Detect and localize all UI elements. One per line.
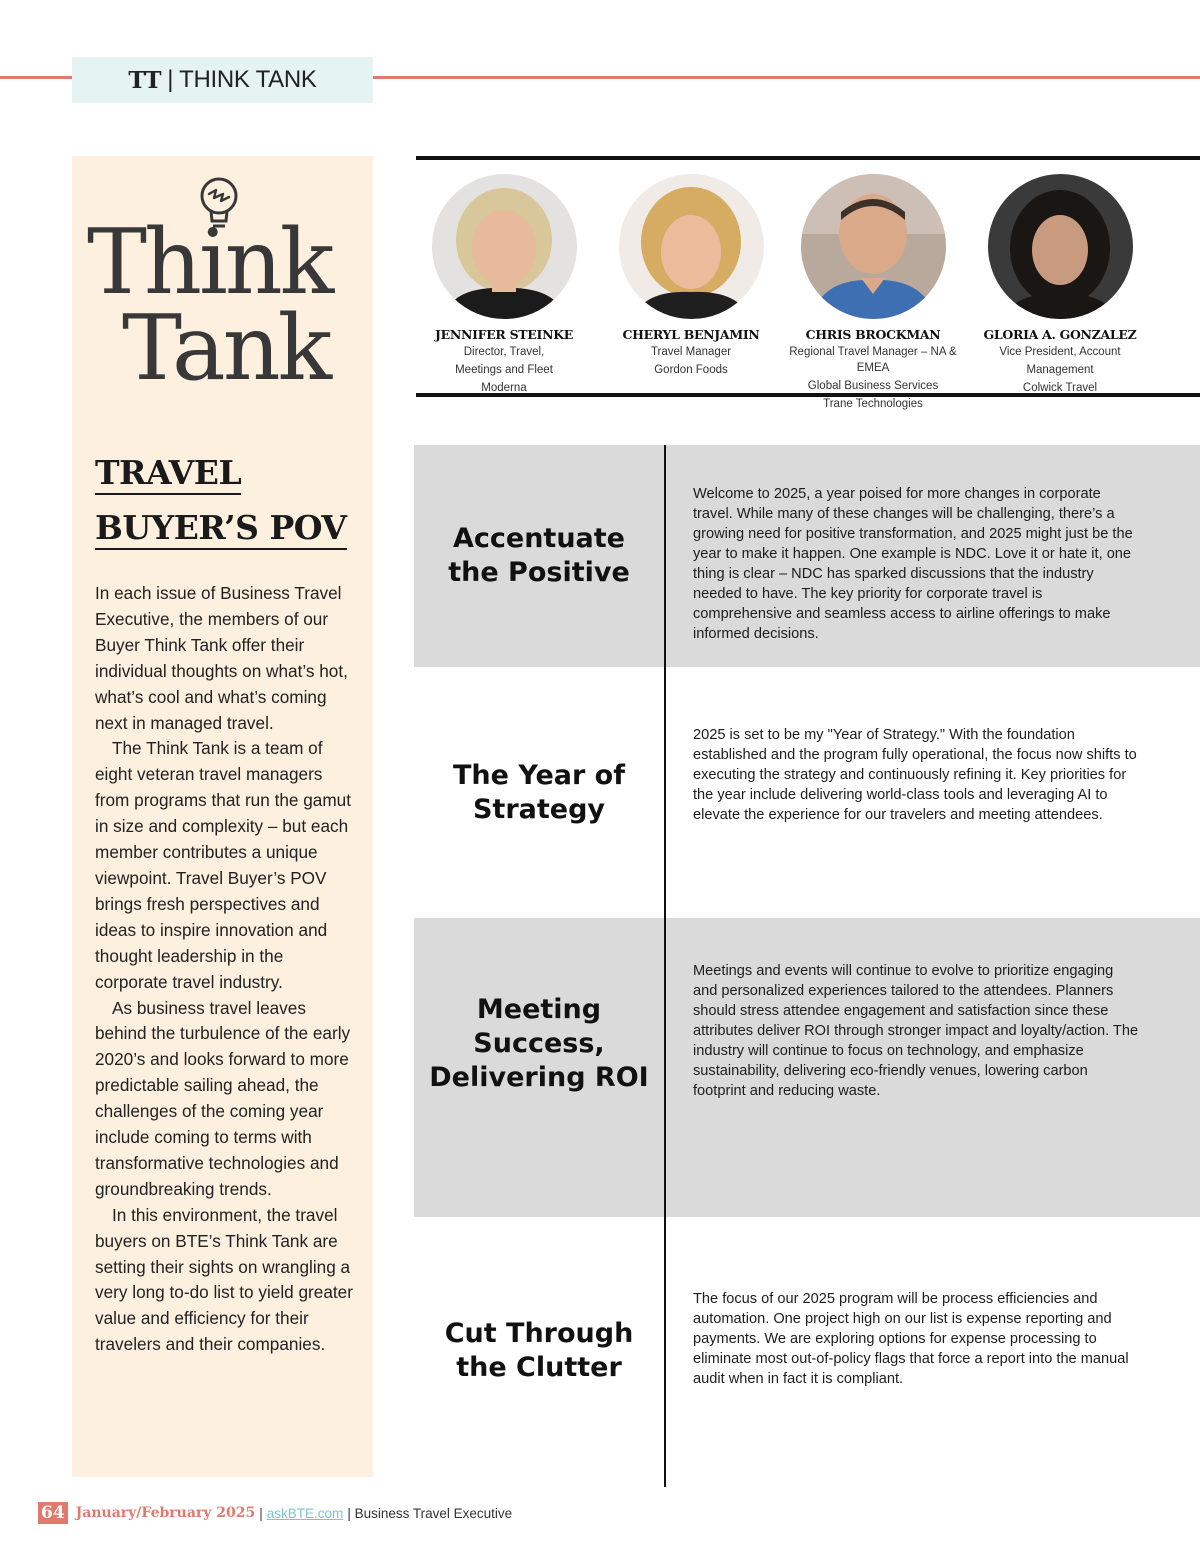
logo-word-think: Think xyxy=(87,210,332,315)
section-tag-label: THINK TANK xyxy=(179,66,317,93)
section-tag xyxy=(72,57,373,103)
member-name: CHRIS BROCKMAN xyxy=(805,327,941,342)
member-name: JENNIFER STEINKE xyxy=(434,327,573,342)
member-role: Travel Manager xyxy=(650,346,732,358)
issue-date: January/February 2025 xyxy=(75,1505,256,1521)
footer-separator: | xyxy=(259,1505,263,1521)
member-role: Global Business Services xyxy=(807,380,939,392)
member-company: Trane Technologies xyxy=(823,398,923,410)
topic-row xyxy=(414,918,1200,1217)
topic-text: Welcome to 2025, a year poised for more changes in corporate travel. While many of these changes will be challenging, there’s a growing need for positive transformation, and 2025 might just be the year to make it happen. One example is NDC. Love it or hate it, one thing is clear – NDC has sparked discussions that the industry needed to have. The key priority for corporate travel is comprehensive and seamless access to airline offerings to make informed decisions. xyxy=(693,486,1133,642)
column-divider xyxy=(664,445,666,1487)
member-role: Director, Travel, xyxy=(463,346,545,358)
topic-text: 2025 is set to be my "Year of Strategy." With the foundation established and the program fully operational, the focus now shifts to executing the strategy and continuously refining it. Key priorities for the year include delivering world-class tools and leveraging AI to elevate the experience for our travelers and meeting attendees. xyxy=(693,727,1137,823)
member-role: Regional Travel Manager – NA & EMEA xyxy=(789,346,957,374)
topic-title: Accentuate the Positive xyxy=(448,523,630,588)
topic-text: Meetings and events will continue to evolve to prioritize engaging and personalized experiences tailored to the attendees. Planners should stress attendee engagement and satisfaction since these attributes deliver ROI through stronger impact and loyalty/action. The industry will continue to focus on technology, and emphasize sustainability, delivering eco-friendly venues, lowering carbon footprint and reducing waste. xyxy=(693,963,1139,1099)
section-tag-separator: | xyxy=(167,66,174,93)
avatar xyxy=(801,174,946,319)
sidebar-paragraph: The Think Tank is a team of eight veteran travel managers from programs that run the gamut in size and complexity – but each member contributes a unique viewpoint. Travel Buyer’s POV brings fresh perspectives and ideas to inspire innovation and thought leadership in the corporate travel industry. xyxy=(95,738,352,992)
member-card xyxy=(773,174,973,412)
portrait-photo xyxy=(801,174,946,319)
topic-title: Cut Through the Clutter xyxy=(444,1318,634,1383)
portrait-photo xyxy=(432,174,577,319)
sidebar-title-line1: TRAVEL xyxy=(95,453,241,495)
logo-word-tank: Tank xyxy=(122,296,330,401)
member-company: Colwick Travel xyxy=(1022,382,1098,394)
member-role: Management xyxy=(1026,364,1094,376)
member-role: Meetings and Fleet xyxy=(455,364,553,376)
section-tag-abbr: TT xyxy=(128,66,162,94)
website-link[interactable]: askBTE.com xyxy=(266,1505,344,1521)
think-tank-logo xyxy=(72,176,373,401)
topic-title: The Year of Strategy xyxy=(453,760,625,825)
topic-text: The focus of our 2025 program will be process efficiencies and automation. One project high on our list is expense reporting and payments. We are exploring options for expense processing to eliminate most out-of-policy flags that force a report into the manual audit when in fact it is compliant. xyxy=(693,1291,1129,1387)
avatar xyxy=(432,174,577,319)
sidebar-paragraph: In each issue of Business Travel Executive, the members of our Buyer Think Tank offer their individual thoughts on what’s hot, what’s cool and what’s coming next in managed travel. xyxy=(95,583,348,733)
sidebar-paragraph: In this environment, the travel buyers on BTE’s Think Tank are setting their sights on wrangling a very long to-do list to yield greater value and efficiency for their travelers and their companies. xyxy=(95,1204,353,1355)
page-number: 64 xyxy=(38,1502,68,1524)
sidebar-title xyxy=(95,448,347,558)
sidebar-body xyxy=(95,581,357,1358)
topic-title: Meeting Success, Delivering ROI xyxy=(429,994,649,1093)
page-footer xyxy=(38,1500,512,1526)
member-company: Moderna xyxy=(481,382,527,394)
sidebar-title-line2: BUYER’S POV xyxy=(95,508,347,550)
topic-row xyxy=(414,667,1200,918)
sidebar xyxy=(72,156,373,1477)
member-company: Gordon Foods xyxy=(654,364,728,376)
portrait-photo xyxy=(619,174,764,319)
member-card xyxy=(404,174,604,396)
portrait-photo xyxy=(988,174,1133,319)
member-card xyxy=(591,174,791,378)
topic-row xyxy=(414,1217,1200,1487)
topics-grid xyxy=(414,445,1200,1487)
member-name: CHERYL BENJAMIN xyxy=(622,327,760,342)
member-role: Vice President, Account xyxy=(999,346,1121,358)
avatar xyxy=(619,174,764,319)
publication-name: | Business Travel Executive xyxy=(347,1505,513,1521)
topic-row xyxy=(414,445,1200,667)
sidebar-paragraph: As business travel leaves behind the turbulence of the early 2020’s and looks forward to more predictable sailing ahead, the challenges of the coming year include coming to terms with transformative technologies and groundbreaking trends. xyxy=(95,997,351,1199)
member-card xyxy=(960,174,1160,396)
avatar xyxy=(988,174,1133,319)
panel-members xyxy=(416,156,1200,410)
member-name: GLORIA A. GONZALEZ xyxy=(983,327,1137,342)
